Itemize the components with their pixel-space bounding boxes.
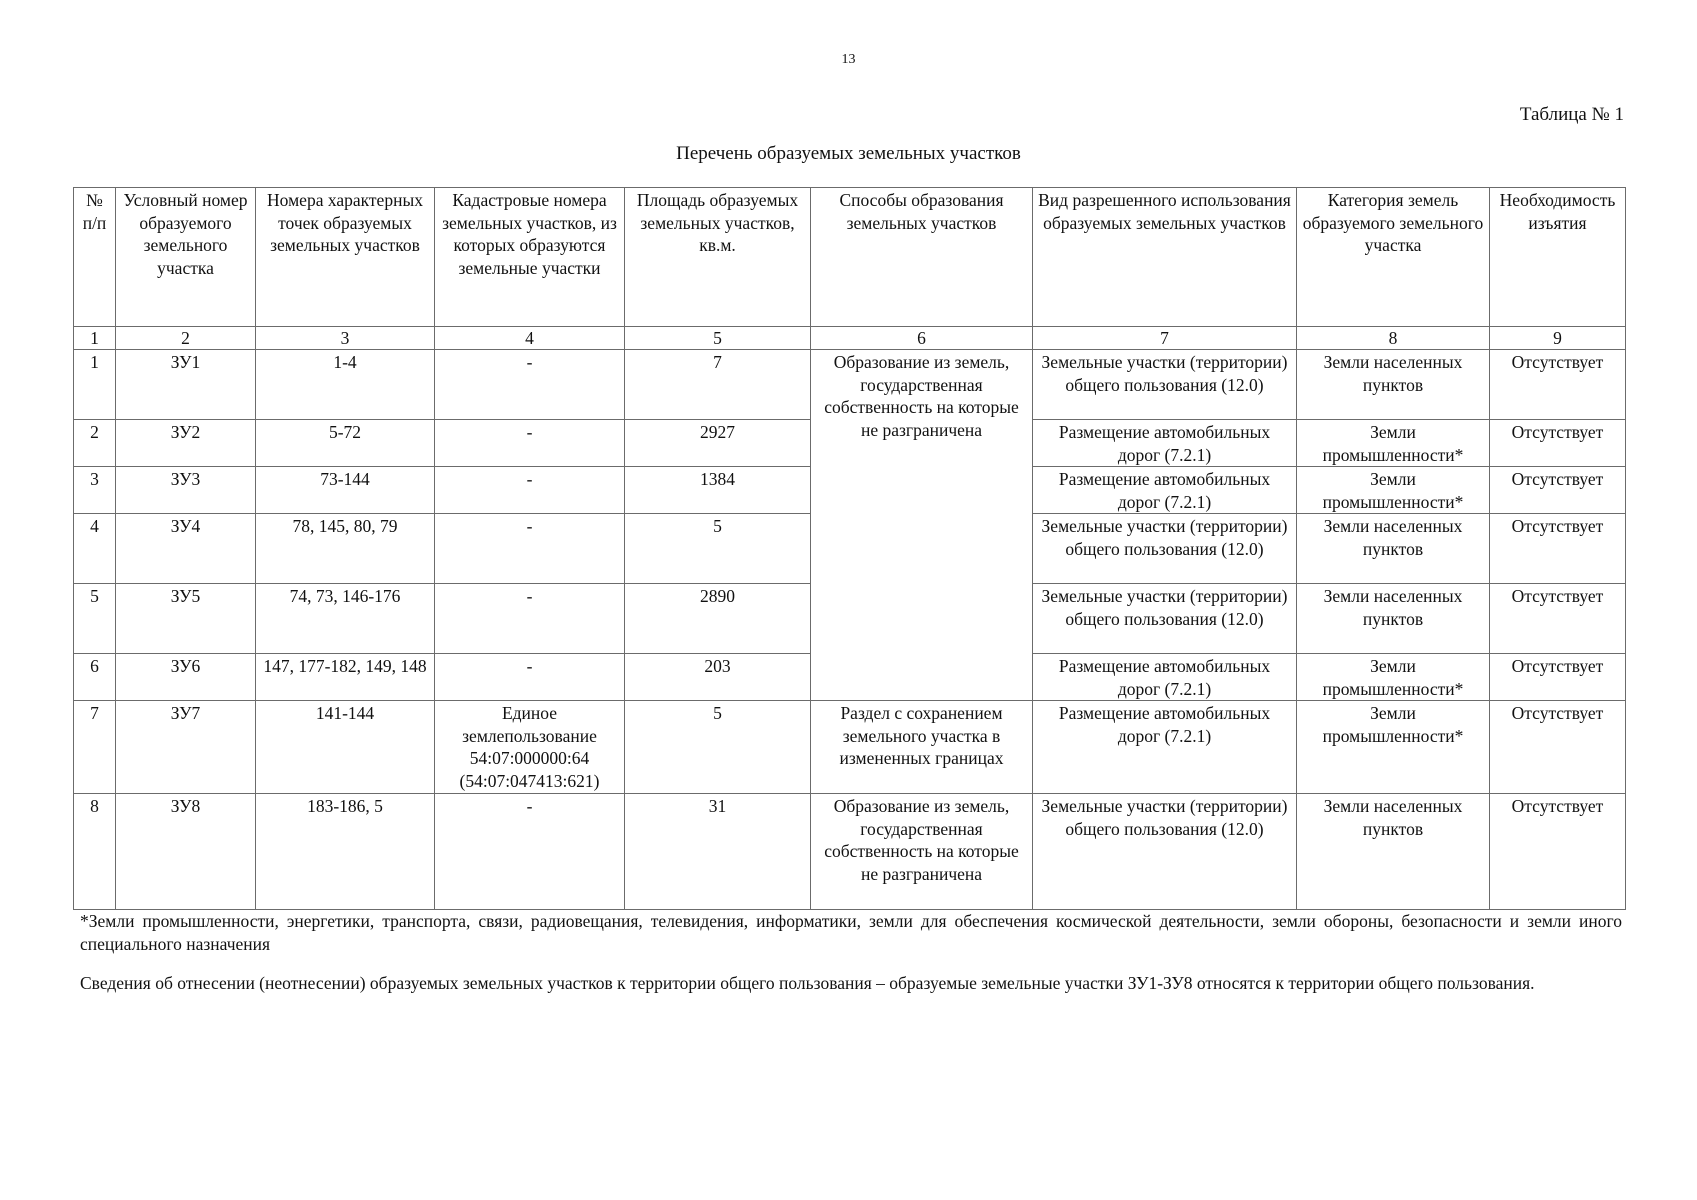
column-number: 6 [811, 327, 1033, 350]
plot-category: Земли промышленности* [1297, 701, 1490, 794]
plot-seizure: Отсутствует [1490, 514, 1626, 584]
row-number: 4 [74, 514, 116, 584]
public-use-note: Сведения об отнесении (неотнесении) образуемых земельных участков к территории общего пользования – образуемые земельные участки ЗУ1-ЗУ8 относятся к территории общего пользования. [80, 973, 1535, 993]
row-number: 3 [74, 467, 116, 514]
page-number: 13 [841, 52, 856, 67]
plot-seizure: Отсутствует [1490, 350, 1626, 420]
plot-method: Образование из земель, государственная собственность на которые не разграничена [811, 794, 1033, 910]
plot-seizure: Отсутствует [1490, 794, 1626, 910]
column-number-row [74, 327, 1626, 350]
plot-id: ЗУ5 [116, 584, 256, 654]
plot-cadastral: - [435, 467, 625, 514]
plot-cadastral: - [435, 350, 625, 420]
header-cell: Категория земель образуемого земельного участка [1297, 188, 1490, 327]
plot-id: ЗУ6 [116, 654, 256, 701]
header-row [74, 188, 1626, 327]
row-number: 2 [74, 420, 116, 467]
plot-seizure: Отсутствует [1490, 467, 1626, 514]
plot-points: 73-144 [256, 467, 435, 514]
plot-area: 1384 [625, 467, 811, 514]
plot-points: 147, 177-182, 149, 148 [256, 654, 435, 701]
header-cell: Площадь образуемых земельных участков, кв.м. [625, 188, 811, 327]
header-cell: № п/п [74, 188, 116, 327]
plot-use: Земельные участки (территории) общего пользования (12.0) [1033, 794, 1297, 910]
plot-use: Размещение автомобильных дорог (7.2.1) [1033, 654, 1297, 701]
column-number: 4 [435, 327, 625, 350]
plot-seizure: Отсутствует [1490, 420, 1626, 467]
plot-points: 78, 145, 80, 79 [256, 514, 435, 584]
plot-seizure: Отсутствует [1490, 701, 1626, 794]
plot-id: ЗУ3 [116, 467, 256, 514]
plot-seizure: Отсутствует [1490, 654, 1626, 701]
plot-use: Земельные участки (территории) общего пользования (12.0) [1033, 350, 1297, 420]
plot-cadastral: - [435, 420, 625, 467]
plot-area: 5 [625, 701, 811, 794]
column-number: 2 [116, 327, 256, 350]
row-number: 7 [74, 701, 116, 794]
footnote: *Земли промышленности, энергетики, транспорта, связи, радиовещания, телевидения, информатики, земли для обеспечения космической деятельности, земли обороны, безопасности и земли иного специального назначения [80, 911, 1622, 954]
plot-category: Земли промышленности* [1297, 654, 1490, 701]
plot-points: 141-144 [256, 701, 435, 794]
plot-use: Размещение автомобильных дорог (7.2.1) [1033, 420, 1297, 467]
row-number: 5 [74, 584, 116, 654]
table-row [74, 701, 1626, 794]
plot-cadastral: - [435, 584, 625, 654]
plot-points: 5-72 [256, 420, 435, 467]
land-plots-table [73, 187, 1626, 910]
column-number: 3 [256, 327, 435, 350]
plot-area: 2927 [625, 420, 811, 467]
row-number: 1 [74, 350, 116, 420]
plot-id: ЗУ4 [116, 514, 256, 584]
header-cell: Условный номер образуемого земельного участка [116, 188, 256, 327]
table-label: Таблица № 1 [1519, 104, 1624, 125]
plot-cadastral: - [435, 514, 625, 584]
plot-category: Земли промышленности* [1297, 420, 1490, 467]
plot-id: ЗУ1 [116, 350, 256, 420]
plot-category: Земли промышленности* [1297, 467, 1490, 514]
header-cell: Вид разрешенного использования образуемых земельных участков [1033, 188, 1297, 327]
plot-category: Земли населенных пунктов [1297, 794, 1490, 910]
plot-area: 7 [625, 350, 811, 420]
plot-points: 183-186, 5 [256, 794, 435, 910]
row-number: 6 [74, 654, 116, 701]
plot-use: Земельные участки (территории) общего пользования (12.0) [1033, 584, 1297, 654]
column-number: 5 [625, 327, 811, 350]
plot-cadastral: - [435, 794, 625, 910]
plot-use: Размещение автомобильных дорог (7.2.1) [1033, 701, 1297, 794]
plot-area: 203 [625, 654, 811, 701]
column-number: 9 [1490, 327, 1626, 350]
plot-category: Земли населенных пунктов [1297, 514, 1490, 584]
plot-category: Земли населенных пунктов [1297, 350, 1490, 420]
plot-use: Земельные участки (территории) общего пользования (12.0) [1033, 514, 1297, 584]
table-row [74, 350, 1626, 420]
header-cell: Номера характерных точек образуемых земельных участков [256, 188, 435, 327]
plot-id: ЗУ8 [116, 794, 256, 910]
row-number: 8 [74, 794, 116, 910]
plot-method: Раздел с сохранением земельного участка в измененных границах [811, 701, 1033, 794]
plot-points: 1-4 [256, 350, 435, 420]
column-number: 8 [1297, 327, 1490, 350]
column-number: 1 [74, 327, 116, 350]
plot-cadastral: Единое землепользование 54:07:000000:64 (54:07:047413:621) [435, 701, 625, 794]
plot-use: Размещение автомобильных дорог (7.2.1) [1033, 467, 1297, 514]
header-cell: Способы образования земельных участков [811, 188, 1033, 327]
plot-area: 31 [625, 794, 811, 910]
header-cell: Необходимость изъятия [1490, 188, 1626, 327]
header-cell: Кадастровые номера земельных участков, из которых образуются земельные участки [435, 188, 625, 327]
plot-points: 74, 73, 146-176 [256, 584, 435, 654]
table-row [74, 794, 1626, 910]
plot-cadastral: - [435, 654, 625, 701]
table-title: Перечень образуемых земельных участков [676, 143, 1021, 164]
plot-seizure: Отсутствует [1490, 584, 1626, 654]
plot-category: Земли населенных пунктов [1297, 584, 1490, 654]
plot-area: 5 [625, 514, 811, 584]
plot-id: ЗУ7 [116, 701, 256, 794]
plot-area: 2890 [625, 584, 811, 654]
column-number: 7 [1033, 327, 1297, 350]
plot-method: Образование из земель, государственная собственность на которые не разграничена [811, 350, 1033, 701]
plot-id: ЗУ2 [116, 420, 256, 467]
